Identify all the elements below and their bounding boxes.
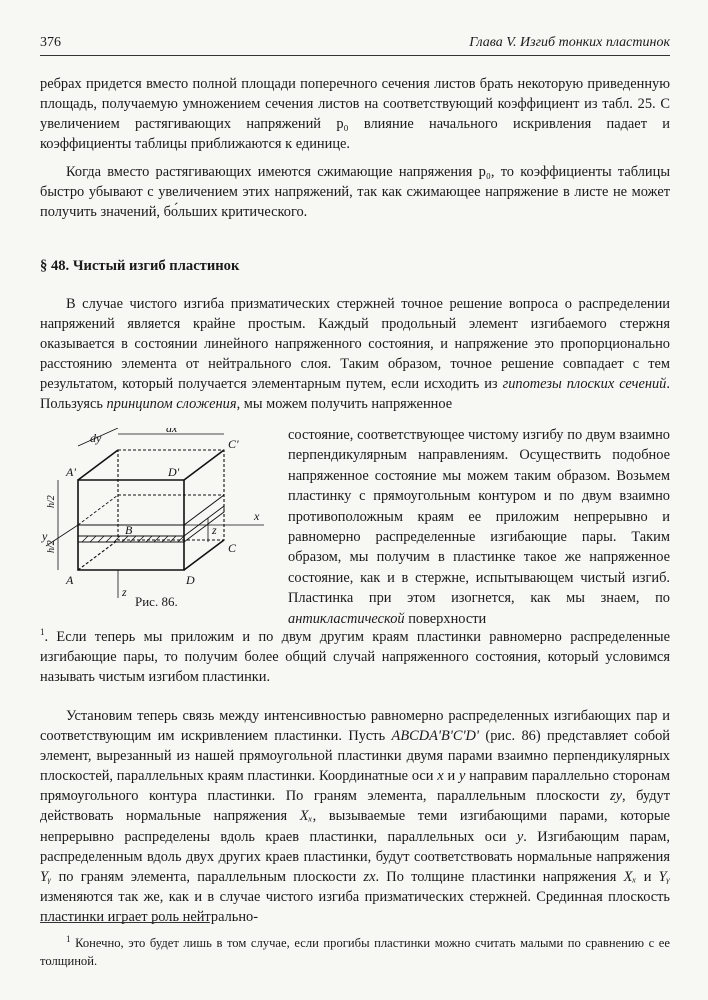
running-title: Глава V. Изгиб тонких пластинок [469, 35, 670, 50]
stress-Xx: Xₓ [623, 868, 637, 885]
figure-caption: Рис. 86. [135, 594, 178, 609]
stress-Xx: Xₓ [299, 808, 313, 825]
label-D-prime: D' [168, 465, 180, 479]
label-h2-bottom: h/2 [46, 540, 57, 553]
edge-top-right [184, 450, 224, 480]
paragraph-text: ребрах придется вместо полной площади поперечного сечения листов брать некоторую приведенную площадь, получаемую умножением сечения листов на соответствующий коэффициент из табл. 25. С увеличением растягивающих напряжений p₀ влияние начального искривления падает и коэффициенты таблицы приближаются к единице. [40, 76, 670, 153]
label-z-dim: z [212, 523, 217, 537]
label-h2-top: h/2 [46, 495, 57, 508]
paragraph-text: . Изгибающим парам, распределенным вдоль двух других краев пластинки, будут соответствовать нормальные напряжения [40, 828, 670, 865]
paragraph-text: по граням элемента, параллельным плоскости [51, 868, 364, 885]
paragraph-text: . Если теперь мы приложим и по двум другим краям пластинки равномерно распределенные изгибающие пары, то получим более общий случай напряженного состояния, который условимся называть чистым изгибом пластинки. [40, 628, 670, 685]
label-B: B [125, 523, 133, 537]
label-z-axis: z [122, 585, 127, 599]
paragraph-compression [40, 162, 670, 222]
term-plane-sections: гипотезы плоских сечений [502, 376, 667, 393]
label-dy: dy [90, 431, 102, 445]
plane-zx: zx [363, 868, 376, 885]
paragraph-text: , вызываемые теми изгибающими парами, которые непрерывно распределены вдоль краев пластинки, параллельных оси [40, 808, 671, 845]
term-superposition: принципом сложения [106, 396, 237, 413]
paragraph-element [40, 706, 670, 927]
label-A: A [66, 573, 74, 587]
paragraph-text: . По толщине пластинки напряжения [375, 868, 624, 885]
label-C: C [228, 541, 237, 555]
axis-y-ref: y [516, 828, 524, 845]
footnote-text: Конечно, это будет лишь в том случае, если прогибы пластинки можно считать малыми по сравнению с ее толщиной. [40, 936, 670, 969]
stress-Yy: Yᵧ [40, 868, 52, 885]
section-title: § 48. Чистый изгиб пластинок [40, 258, 240, 274]
term-anticlastic: антикластической [288, 610, 405, 627]
page-header [40, 33, 670, 56]
paragraph-text: направим параллельно сторонам прямоугольного контура пластинки. По граням элемента, параллельным плоскости [40, 768, 670, 805]
label-D: D [186, 573, 195, 587]
element-label: ABCDA'B'C'D' [391, 728, 480, 745]
axis-y-ref: y [458, 768, 466, 785]
footnote [40, 930, 670, 970]
label-C-prime: C' [228, 437, 239, 451]
paragraph-text: Установим теперь связь между интенсивностью равномерно распределенных изгибающих пар и соответствующим им искривлением пластинки. Пусть [40, 708, 670, 745]
edge-bottom-left [78, 540, 118, 570]
footnote-divider [40, 922, 210, 923]
paragraph-text: , мы можем получить напряженное [236, 396, 453, 413]
paragraph-text: Когда вместо растягивающих имеются сжимающие напряжения p₀, то коэффициенты таблицы быстро убывают с увеличением этих напряжений, так как сжимающее напряжение в листе не может получить значений, бо́льших критического. [40, 164, 670, 221]
paragraph-intro [40, 294, 670, 415]
label-y: y [42, 529, 48, 543]
paragraph-text: (рис. 86) представляет собой элемент, вырезанный из нашей прямоугольной пластинки двумя парами взаимно перпендикулярных плоскостей, параллельных краям пластинки. Координатные оси [40, 728, 670, 785]
label-dx: dx [166, 428, 178, 435]
paragraph-intro-end [40, 622, 670, 687]
paragraph-text: В случае чистого изгиба призматических стержней точное решение вопроса о распределении напряжений является крайне простым. Каждый продольный элемент изгибаемого стержня оказывается в состоянии линейного напряженного состояния, и напряжение это пропорционально расстоянию элемента от нейтрального слоя. Таким образом, точное решение совпадает с тем результатом, который получается элементарным путем, если исходить из [40, 296, 670, 393]
paragraph-text: и [443, 768, 459, 785]
edge-top-left [78, 450, 118, 480]
edge-bottom-right [184, 540, 224, 570]
paragraph-text: состояние, соответствующее чистому изгибу по двум взаимно перпендикулярным направлениям. Осуществить подобное напряженное состояние мы можем таким образом. Возьмем пластинку с прямоугольным контуром и по двум взаимно противоположным краям ее приложим непрерывно и равномерно распределенные изгибающие пары. Таким образом, мы получим в пластинке такое же напряженное состояние, как и в стержне, испытывающем чистый изгиб. Пластинка при этом изогнется, как мы знаем, по [288, 427, 670, 607]
plane-zy: zy [609, 788, 622, 805]
label-x: x [254, 509, 260, 523]
middle-plane-back [78, 495, 118, 525]
label-A-prime: A' [66, 465, 76, 479]
paragraph-continuation [40, 74, 670, 154]
footnote-mark: 1 [66, 934, 71, 944]
paragraph-intro-wrapped [288, 425, 670, 629]
paragraph-text: , будут действовать нормальные напряжения [40, 788, 670, 825]
paragraph-text: поверхности [404, 610, 487, 627]
footnote-reference: 1 [40, 627, 45, 637]
paragraph-text: . Пользуясь [40, 376, 670, 413]
page-number: 376 [40, 35, 61, 50]
stress-Yy: Yᵧ [658, 868, 670, 885]
axis-x-ref: x [437, 768, 444, 785]
paragraph-text: изменяются так же, как и в случае чистого изгиба призматических стержней. Срединная плоскость пластинки играет роль нейтрально- [40, 888, 670, 925]
paragraph-text: и [636, 868, 659, 885]
